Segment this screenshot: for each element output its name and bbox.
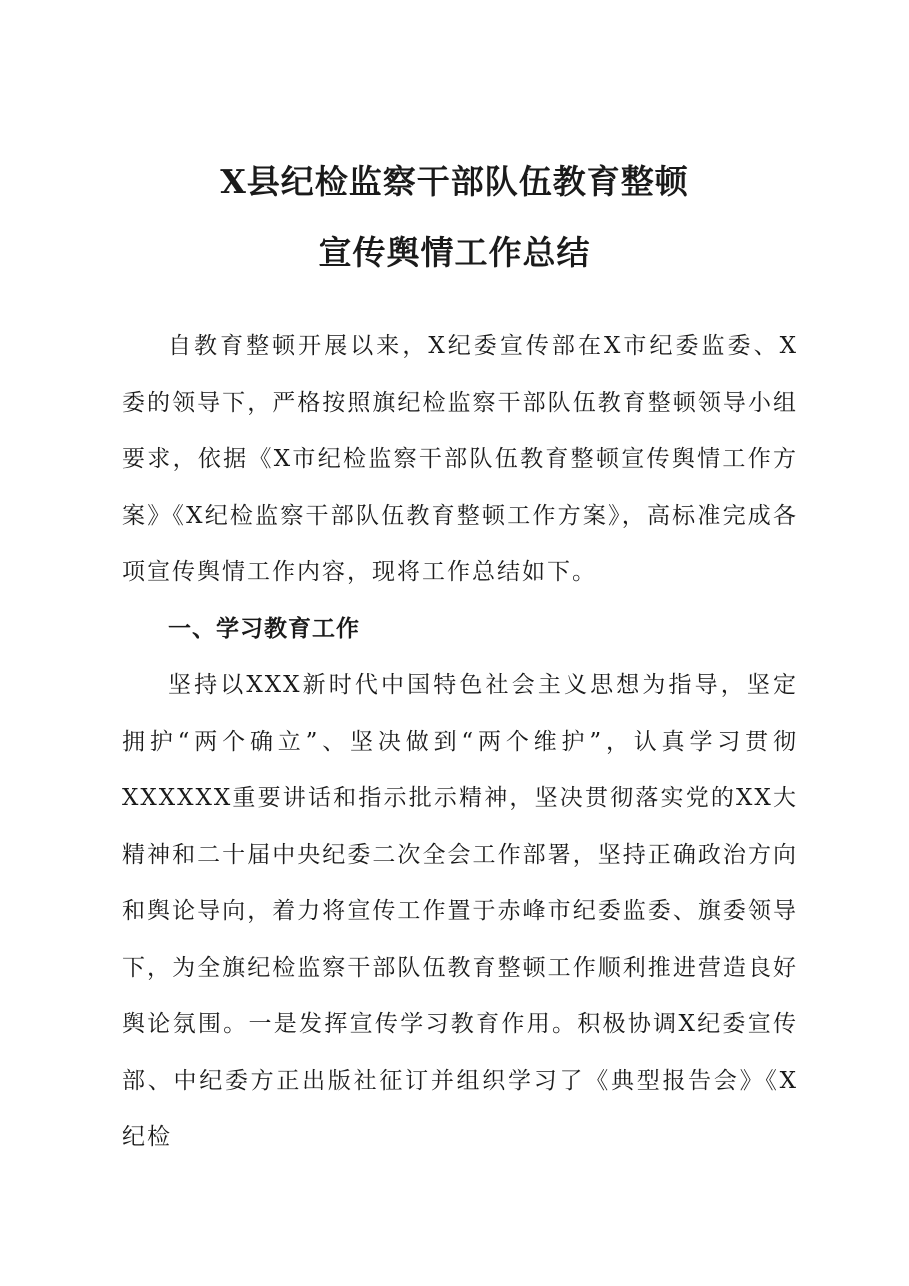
section-heading-study-education: 一、学习教育工作 [168,615,360,642]
document-title-line2: 宣传舆情工作总结 [318,233,591,272]
intro-paragraph: 自教育整顿开展以来，X纪委宣传部在X市纪委监委、X委的领导下，严格按照旗纪检监察干部队伍教育整顿领导小组要求，依据《X市纪检监察干部队伍教育整顿宣传舆情工作方案》《X纪检监察干部队伍教育整顿工作方案》，高标准完成各项宣传舆情工作内容，现将工作总结如下。 [122,333,798,585]
document-title-line1: X县纪检监察干部队伍教育整顿 [220,162,689,201]
document-body [122,318,798,1166]
study-education-paragraph: 坚持以XXX新时代中国特色社会主义思想为指导，坚定拥护“两个确立”、坚决做到“两个维护”，认真学习贯彻XXXXXX重要讲话和指示批示精神，坚决贯彻落实党的XX大精神和二十届中央纪委二次全会工作部署，坚持正确政治方向和舆论导向，着力将宣传工作置于赤峰市纪委监委、旗委领导下，为全旗纪检监察干部队伍教育整顿工作顺利推进营造良好舆论氛围。一是发挥宣传学习教育作用。积极协调X纪委宣传部、中纪委方正出版社征订并组织学习了《典型报告会》《X纪检 [122,672,798,1150]
